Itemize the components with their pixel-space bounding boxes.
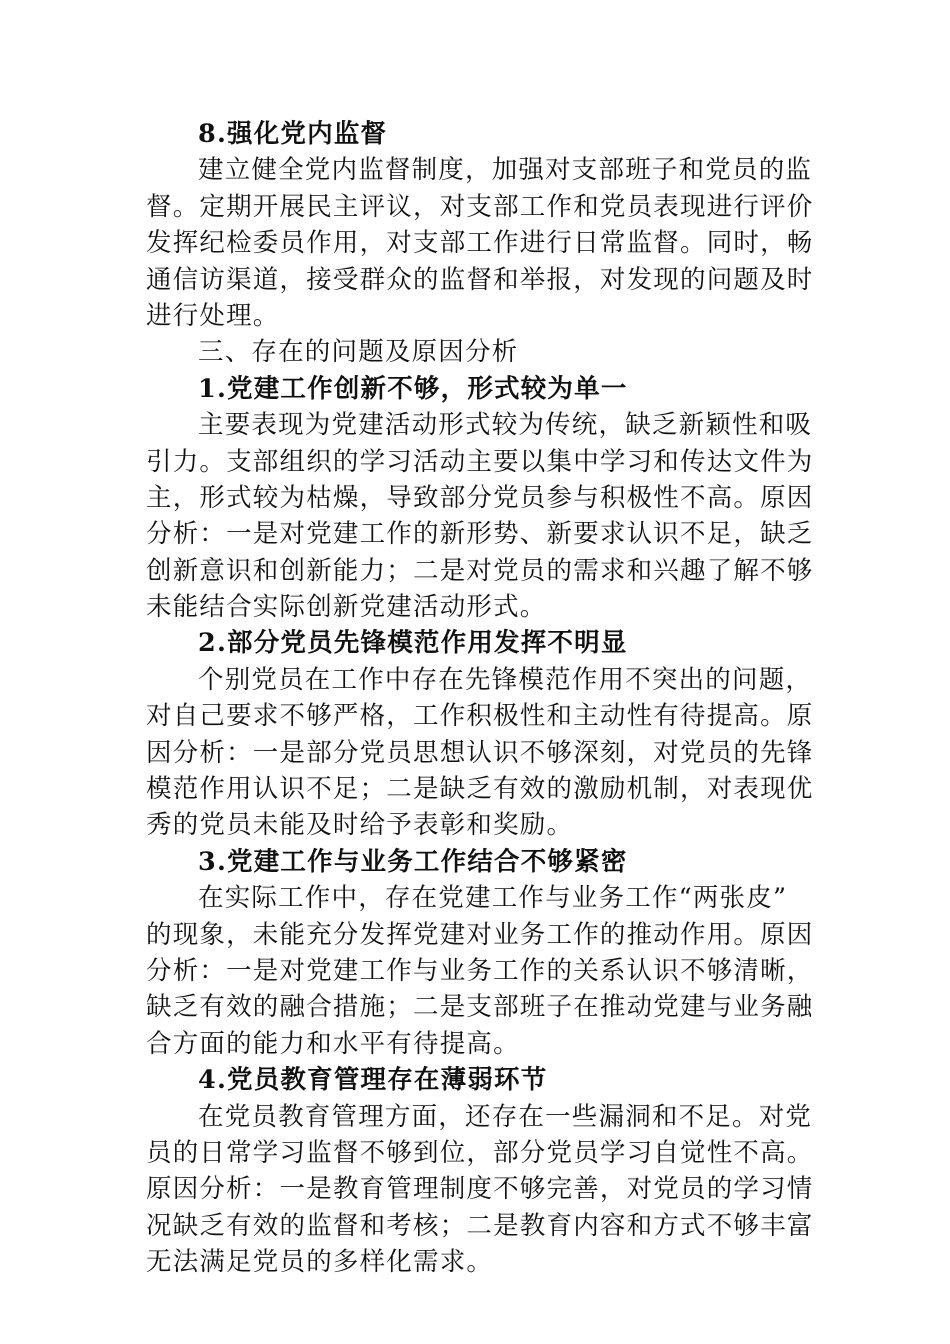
paragraph-line: 员的日常学习监督不够到位，部分党员学习自觉性不高。 <box>146 1137 814 1168</box>
paragraph-line: 引力。支部组织的学习活动主要以集中学习和传达文件为 <box>146 446 814 477</box>
paragraph-line: 在实际工作中，存在党建工作与业务工作“两张皮” <box>198 883 788 914</box>
paragraph-line: 合方面的能力和水平有待提高。 <box>146 1028 520 1059</box>
paragraph-line: 缺乏有效的融合措施；二是支部班子在推动党建与业务融 <box>146 992 814 1023</box>
paragraph-line: 对自己要求不够严格，工作积极性和主动性有待提高。原 <box>146 701 814 732</box>
paragraph-line: 建立健全党内监督制度，加强对支部班子和党员的监 <box>198 155 813 186</box>
paragraph-line: 因分析：一是部分党员思想认识不够深刻，对党员的先锋 <box>146 737 814 768</box>
paragraph-line: 个别党员在工作中存在先锋模范作用不突出的问题， <box>198 664 813 695</box>
paragraph-line: 进行处理。 <box>146 300 280 331</box>
paragraph-line: 在党员教育管理方面，还存在一些漏洞和不足。对党 <box>198 1101 813 1132</box>
problem-heading: 2.部分党员先锋模范作用发挥不明显 <box>198 628 628 659</box>
paragraph-line: 督。定期开展民主评议，对支部工作和党员表现进行评价 <box>146 191 814 222</box>
paragraph-line: 发挥纪检委员作用，对支部工作进行日常监督。同时，畅 <box>146 228 814 259</box>
paragraph-line: 主，形式较为枯燥，导致部分党员参与积极性不高。原因 <box>146 482 814 513</box>
paragraph-line: 秀的党员未能及时给予表彰和奖励。 <box>146 810 574 841</box>
paragraph-line: 未能结合实际创新党建活动形式。 <box>146 592 547 623</box>
paragraph-line: 主要表现为党建活动形式较为传统，缺乏新颖性和吸 <box>198 410 813 441</box>
paragraph-line: 原因分析：一是教育管理制度不够完善，对党员的学习情 <box>146 1174 814 1205</box>
paragraph-line: 况缺乏有效的监督和考核；二是教育内容和方式不够丰富 <box>146 1210 814 1241</box>
paragraph-line: 通信访渠道，接受群众的监督和举报，对发现的问题及时 <box>146 264 814 295</box>
paragraph-line: 分析：一是对党建工作的新形势、新要求认识不足，缺乏 <box>146 519 814 550</box>
paragraph-line: 模范作用认识不足；二是缺乏有效的激励机制，对表现优 <box>146 774 814 805</box>
paragraph-line: 的现象，未能充分发挥党建对业务工作的推动作用。原因 <box>146 919 814 950</box>
section-heading: 8.强化党内监督 <box>198 119 388 149</box>
paragraph-line: 创新意识和创新能力；二是对党员的需求和兴趣了解不够 <box>146 555 814 586</box>
paragraph-line: 无法满足党员的多样化需求。 <box>146 1247 494 1278</box>
document-page <box>146 116 814 1281</box>
paragraph-line: 分析：一是对党建工作与业务工作的关系认识不够清晰， <box>146 955 814 986</box>
problem-heading: 4.党员教育管理存在薄弱环节 <box>198 1065 548 1096</box>
problem-heading: 1.党建工作创新不够，形式较为单一 <box>198 373 628 404</box>
chapter-title: 三、存在的问题及原因分析 <box>198 337 519 368</box>
problem-heading: 3.党建工作与业务工作结合不够紧密 <box>198 846 628 877</box>
